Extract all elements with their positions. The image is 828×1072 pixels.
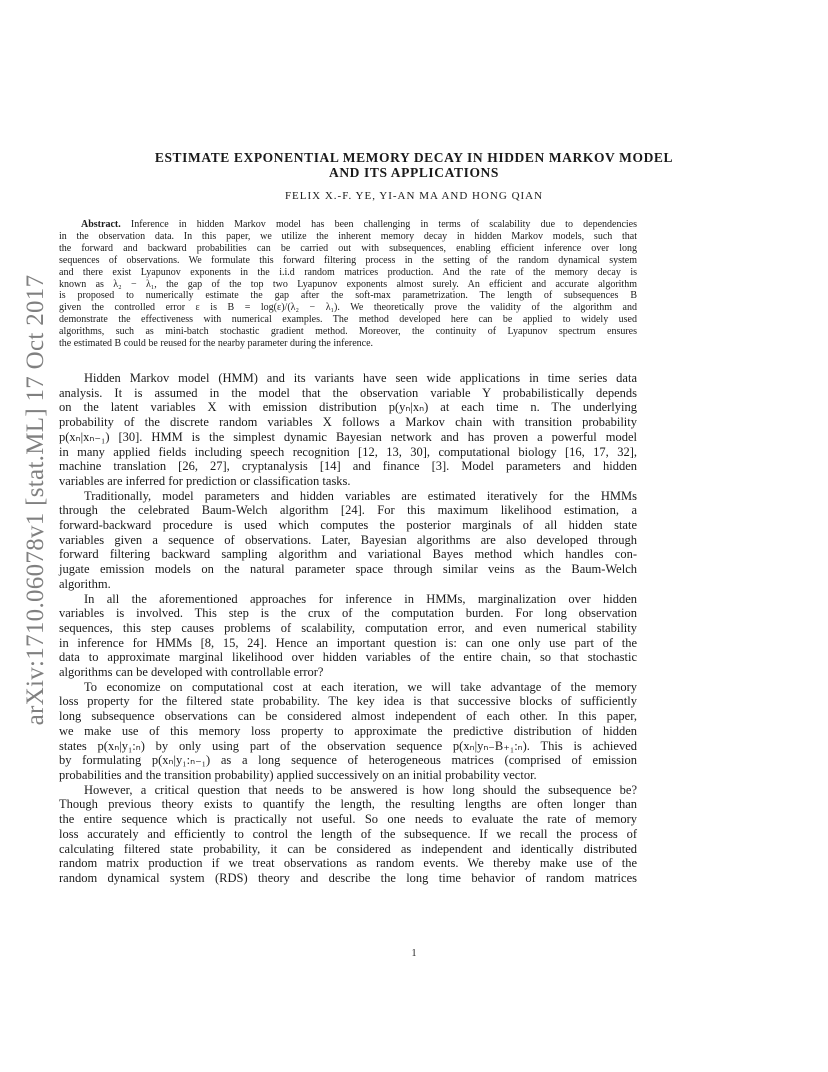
paper-authors: FELIX X.-F. YE, YI-AN MA AND HONG QIAN — [284, 190, 544, 202]
body-line: in inference for HMMs [8, 15, 24]. Hence an important question is: can one only use part of the — [59, 635, 637, 650]
body-line: loss accurately and efficiently to control the length of the subsequence. If we recall the process of — [59, 826, 637, 841]
body-line: variables is involved. This step is the crux of the computation burden. For long observation — [59, 606, 637, 621]
body-line: loss property for the filtered state probability. The key idea is that successive blocks of sufficiently — [59, 694, 637, 709]
abstract-line: algorithms, such as mini-batch stochastic gradient method. Moreover, the continuity of Lyapunov spectrum ensures — [59, 326, 637, 338]
body-line: the entire sequence which is practically not useful. So one needs to evaluate the rate of memory — [59, 812, 637, 827]
abstract-line-text: Inference in hidden Markov model has been challenging in terms of scalability due to dependencies — [120, 219, 637, 230]
body-line: In all the aforementioned approaches for inference in HMMs, marginalization over hidden — [84, 591, 637, 606]
paper-title — [60, 150, 768, 180]
abstract-line: and there exist Lyapunov exponents in the i.i.d random matrices production. And the rate of the memory decay is — [59, 266, 637, 278]
body-line: probability of the discrete random variables X follows a Markov chain with transition probability — [59, 415, 637, 430]
body-line: random matrix production if we treat observations as random events. We thereby make use of the — [59, 856, 637, 871]
abstract-line: given the controlled error ε is B = log(ε)/(λ₂ − λ₁). We theoretically prove the validity of the algorithm and — [59, 302, 637, 314]
arxiv-id-label: arXiv:1710.06078v1 [stat.ML] 17 Oct 2017 — [22, 274, 49, 726]
body-line: we make use of this memory loss property to approximate the predictive distribution of hidden — [59, 723, 637, 738]
body-line: probabilities and the transition probability) applied successively on an initial probability vector. — [59, 767, 537, 782]
arxiv-sidebar-stamp — [12, 274, 60, 726]
body-line: states p(xₙ|y₁:ₙ) by only using part of the observation sequence p(xₙ|yₙ₋B₊₁:ₙ). This is achieved — [59, 738, 637, 753]
body-line: machine translation [26, 27], cryptanalysis [14] and finance [3]. Model parameters and hidden — [59, 459, 637, 474]
body-line: algorithm. — [59, 576, 111, 591]
abstract-line: demonstrate the effectiveness with numerical examples. The method developed here can be applied to widely used — [59, 314, 637, 326]
abstract-block — [59, 219, 637, 350]
body-line: through the celebrated Baum-Welch algorithm [24]. For this maximum likelihood estimation, a — [59, 503, 637, 518]
title-line-2: AND ITS APPLICATIONS — [328, 165, 500, 180]
body-line: algorithms can be developed with controllable error? — [59, 665, 324, 680]
title-line-1: ESTIMATE EXPONENTIAL MEMORY DECAY IN HIDDEN MARKOV MODEL — [154, 150, 674, 165]
abstract-line: sequences of observations. We formulate this forward filtering process in the setting of the random dynamical system — [59, 254, 637, 266]
body-line: However, a critical question that needs to be answered is how long should the subsequence be? — [84, 782, 637, 797]
body-line: variables given a sequence of observations. Later, Bayesian algorithms are also developed through — [59, 532, 637, 547]
abstract-line: the estimated B could be reused for the nearby parameter during the inference. — [59, 338, 374, 350]
body-text — [59, 371, 637, 886]
abstract-line: is proposed to numerically estimate the gap after the soft-max parametrization. The length of subsequences B — [59, 290, 637, 302]
body-line: random dynamical system (RDS) theory and describe the long time behavior of random matrices — [59, 870, 637, 885]
body-line: To economize on computational cost at each iteration, we will take advantage of the memory — [84, 679, 637, 694]
body-line: sequences, this step causes problems of scalability, computation error, and even numerical stability — [59, 620, 637, 635]
abstract-line: known as λ₂ − λ₁, the gap of the top two Lyapunov exponents almost surely. An efficient and accurate algorithm — [59, 278, 637, 290]
body-line: jugate emission models on the natural parameter space through similar veins as the Baum-Welch — [59, 562, 637, 577]
body-line: analysis. It is assumed in the model that the observation variable Y probabilistically depends — [59, 385, 637, 400]
abstract-line — [59, 219, 637, 231]
body-line: Traditionally, model parameters and hidden variables are estimated iteratively for the HMMs — [84, 488, 637, 503]
body-line: forward filtering backward sampling algorithm and variational Bayes method which handles con- — [59, 547, 637, 562]
abstract-line: in the observation data. In this paper, we utilize the inherent memory decay in hidden Markov models, such that — [59, 230, 637, 242]
body-line: on the latent variables X with emission distribution p(yₙ|xₙ) at each time n. The underlying — [59, 400, 637, 415]
body-line: Though previous theory exists to quantify the length, the resulting lengths are often longer than — [59, 797, 637, 812]
body-line: long subsequence observations can be considered almost independent of each other. In this paper, — [59, 709, 637, 724]
body-line: p(xₙ|xₙ₋₁) [30]. HMM is the simplest dynamic Bayesian network and has proven a powerful model — [59, 429, 637, 444]
page-number: 1 — [411, 948, 417, 959]
body-line: variables are inferred for prediction or classification tasks. — [59, 473, 351, 488]
body-line: calculating filtered state probability, it can be considered as independent and identically distributed — [59, 841, 637, 856]
abstract-label: Abstract. — [81, 219, 121, 230]
body-line: data to approximate marginal likelihood over hidden variables of the entire chain, so that stochastic — [59, 650, 637, 665]
abstract-line: the forward and backward probabilities can be carried out with subsequences, enabling efficient inference over long — [59, 242, 637, 254]
body-line: forward-backward procedure is used which computes the posterior marginals of all hidden state — [59, 518, 637, 533]
body-line: Hidden Markov model (HMM) and its variants have seen wide applications in time series data — [84, 371, 637, 385]
body-line: in many applied fields including speech recognition [12, 13, 30], computational biology [16, 17, 32], — [59, 444, 637, 459]
body-line: by formulating p(xₙ|y₁:ₙ₋₁) as a long sequence of heterogeneous matrices (comprised of emission — [59, 753, 637, 768]
